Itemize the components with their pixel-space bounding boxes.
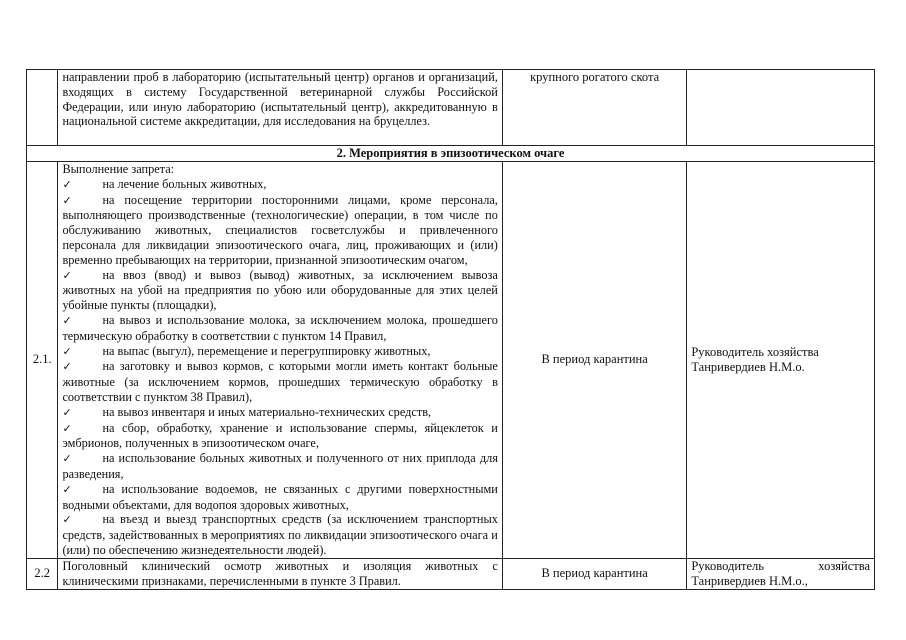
section-title: 2. Мероприятия в эпизоотическом очаге	[27, 146, 875, 162]
cell-when	[502, 70, 686, 146]
checkmark-icon: ✓	[62, 360, 72, 374]
cell-when	[502, 162, 686, 559]
row-number: 2.1.	[27, 162, 58, 559]
checkmark-icon: ✓	[62, 313, 72, 327]
prohibition-text: на сбор, обработку, хранение и использование спермы, яйцеклеток и эмбрионов, полученных в эпизоотическом очаге,	[62, 420, 498, 451]
table-row-previous	[27, 70, 875, 146]
cell-measure-text	[58, 558, 502, 589]
prohibition-item	[62, 512, 497, 557]
row-number: 2.2	[27, 558, 58, 589]
prohibition-text: на вывоз инвентаря и иных материально-технических средств,	[102, 404, 432, 419]
prohibition-text: на вывоз и использование молока, за исключением молока, прошедшего термическую обработку в соответствии с пунктом 14 Правил,	[62, 312, 498, 343]
responsible-name: Танривердиев Н.М.о.	[691, 359, 805, 374]
when-text: В период карантина	[541, 566, 648, 581]
checkmark-icon: ✓	[62, 452, 72, 466]
table-row-2-2	[27, 558, 875, 589]
prohibition-text: на использование больных животных и полученного от них приплода для разведения,	[62, 451, 498, 481]
checkmark-icon: ✓	[62, 421, 72, 435]
checkmark-icon: ✓	[62, 193, 72, 207]
section-header-row	[27, 146, 875, 162]
prohibition-item	[62, 451, 497, 482]
prohibition-text: на ввоз (ввод) и вывоз (вывод) животных, за исключением вывоза животных на убой на предприятия по убою или оборудованные для этих целей убойные пункты (площадки),	[62, 267, 498, 313]
cell-number-empty	[27, 70, 58, 146]
prohibition-text: на лечение больных животных,	[102, 176, 267, 191]
when-text: крупного рогатого скота	[530, 70, 660, 84]
prohibition-item	[62, 177, 497, 193]
table-row-2-1	[27, 162, 875, 559]
prohibition-item	[62, 421, 497, 452]
responsible-role: Руководитель хозяйства	[691, 344, 819, 359]
prohibition-list	[62, 177, 497, 558]
responsible-role-line	[691, 559, 870, 574]
responsible-role-word-1: Руководитель	[691, 558, 764, 573]
cell-responsible	[687, 162, 875, 559]
prohibition-text: на въезд и выезд транспортных средств (за исключением транспортных средств, задействованных в мероприятиях по ликвидации эпизоотического очага и (или) по обеспечению жизнедеятельности людей).	[62, 512, 498, 557]
checkmark-icon: ✓	[62, 482, 72, 496]
measure-text: направлении проб в лабораторию (испытательный центр) органов и организаций, входящих в систему Государственной ветеринарной службы Российской Федерации, или иную лабораторию (испытательный центр), аккредитованную в национальной системе аккредитации, для исследования на бруцеллез.	[62, 70, 498, 129]
cell-when	[502, 558, 686, 589]
prohibition-text: на выпас (выгул), перемещение и перегруппировку животных,	[102, 343, 431, 358]
prohibition-item	[62, 482, 497, 513]
prohibition-item	[62, 313, 497, 344]
prohibition-item	[62, 268, 497, 313]
responsible-name: Танривердиев Н.М.о.,	[691, 573, 808, 588]
prohibition-text: на посещение территории посторонними лицами, кроме персонала, выполняющего производственные (технологические) операции, в том числе по обслуживанию животных, специалистов госветслужбы и привлеченного персонала для ликвидации эпизоотического очага, лиц, проживающих и (или) временно пребывающих на территории, признанной эпизоотическим очагом,	[62, 192, 498, 267]
prohibition-text: на заготовку и вывоз кормов, с которыми могли иметь контакт больные животные (за исключением кормов, прошедших термическую обработку в соответствии с пунктом 38 Правил),	[62, 359, 498, 404]
prohibition-text: на использование водоемов, не связанных с другими поверхностными водными объектами, для водопоя здоровых животных,	[62, 481, 498, 512]
cell-responsible	[687, 70, 875, 146]
prohibition-item	[62, 193, 497, 268]
cell-measure-text	[58, 70, 502, 146]
responsible-role-word-2: хозяйства	[818, 558, 870, 573]
measures-table	[26, 69, 875, 590]
when-text: В период карантина	[541, 352, 648, 367]
checkmark-icon: ✓	[62, 177, 72, 191]
cell-responsible	[687, 558, 875, 589]
checkmark-icon: ✓	[62, 405, 72, 419]
measure-text: Поголовный клинический осмотр животных и изоляция животных с клиническими признаками, перечисленными в пункте 3 Правил.	[62, 558, 498, 588]
cell-measure-list	[58, 162, 502, 559]
checkmark-icon: ✓	[62, 513, 72, 527]
prohibition-item	[62, 359, 497, 404]
measure-intro: Выполнение запрета:	[62, 162, 175, 176]
prohibition-item	[62, 405, 497, 421]
checkmark-icon: ✓	[62, 344, 72, 358]
prohibition-item	[62, 344, 497, 360]
checkmark-icon: ✓	[62, 268, 72, 282]
